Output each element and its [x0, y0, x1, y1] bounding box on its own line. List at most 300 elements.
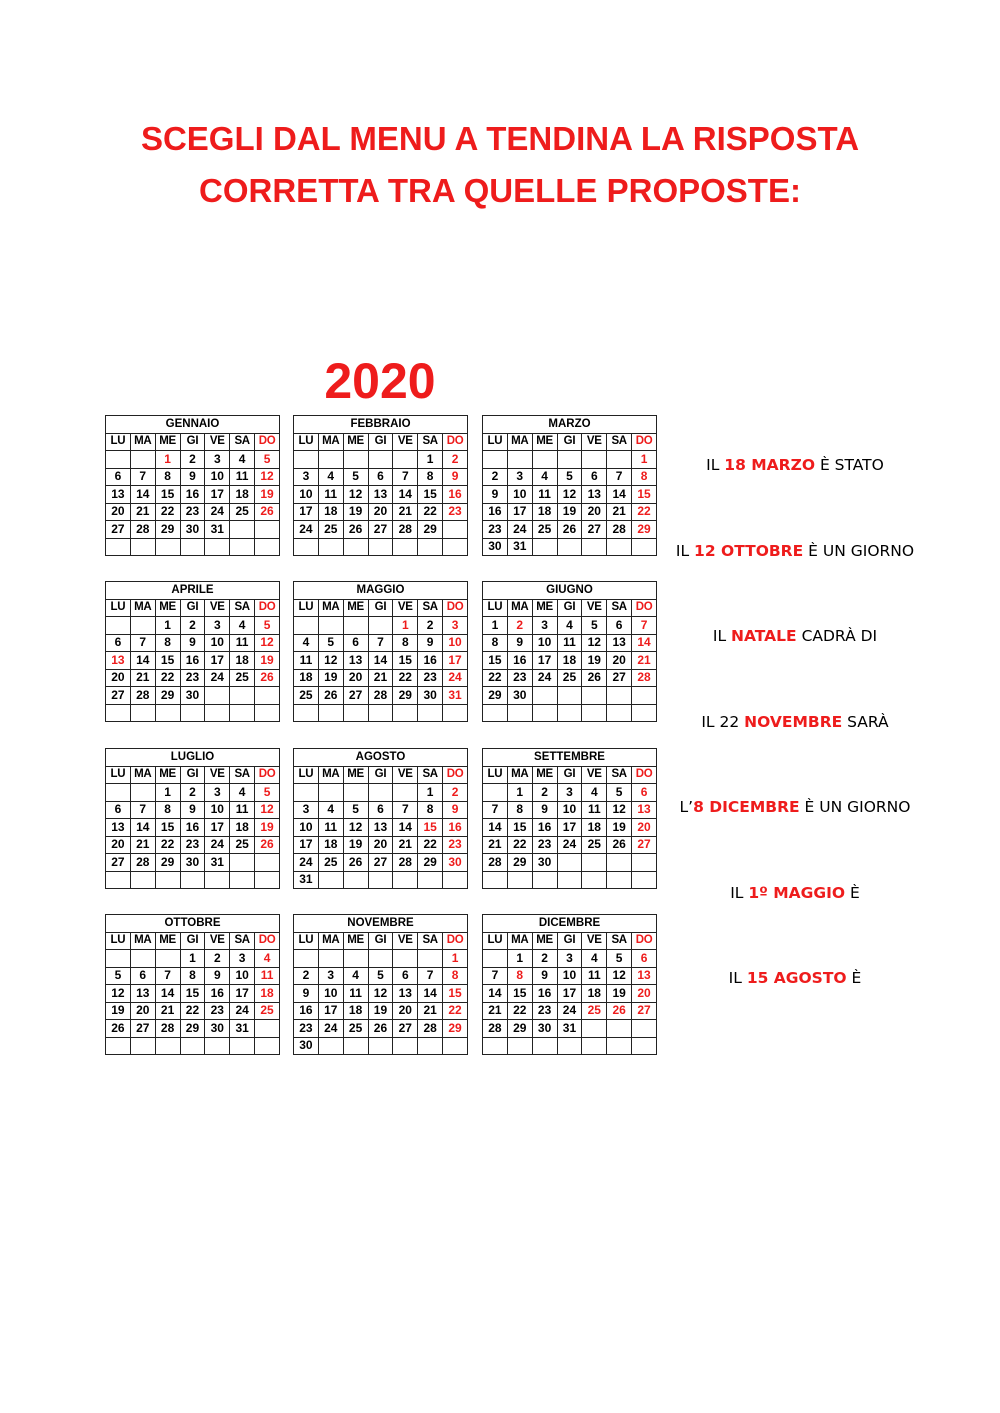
day-cell: 6 — [130, 967, 155, 985]
day-cell: 17 — [507, 503, 532, 521]
week-row — [294, 468, 468, 486]
weekday-row — [294, 599, 468, 617]
day-cell: 25 — [582, 1002, 607, 1020]
day-cell: 31 — [205, 521, 230, 539]
month-header-row — [106, 416, 280, 434]
month-calendar-maggio — [293, 581, 468, 722]
day-cell: 17 — [294, 836, 319, 854]
week-row — [483, 967, 657, 985]
month-calendar-marzo — [482, 415, 657, 556]
question-prefix: IL — [712, 627, 732, 645]
empty-day-cell — [230, 521, 255, 539]
week-row — [483, 871, 657, 889]
day-cell: 9 — [418, 634, 443, 652]
day-cell: 4 — [230, 451, 255, 469]
week-row — [294, 819, 468, 837]
day-cell: 3 — [557, 784, 582, 802]
week-row — [483, 617, 657, 635]
day-cell: 28 — [393, 854, 418, 872]
day-cell: 29 — [155, 687, 180, 705]
empty-day-cell — [443, 521, 468, 539]
day-cell: 19 — [318, 669, 343, 687]
day-cell: 23 — [443, 503, 468, 521]
weekday-label: ME — [343, 932, 368, 950]
day-cell: 10 — [205, 634, 230, 652]
day-cell: 31 — [205, 854, 230, 872]
weekday-label: SA — [418, 599, 443, 617]
question-6 — [665, 883, 925, 903]
day-cell: 7 — [155, 967, 180, 985]
day-cell: 1 — [418, 451, 443, 469]
day-cell: 25 — [343, 1020, 368, 1038]
month-calendar-giugno — [482, 581, 657, 722]
week-row — [483, 503, 657, 521]
day-cell: 9 — [483, 486, 508, 504]
empty-day-cell — [607, 854, 632, 872]
empty-day-cell — [155, 1037, 180, 1055]
empty-day-cell — [318, 871, 343, 889]
day-cell: 30 — [507, 687, 532, 705]
question-1 — [665, 455, 925, 475]
day-cell: 12 — [343, 819, 368, 837]
day-cell: 5 — [607, 784, 632, 802]
day-cell: 18 — [532, 503, 557, 521]
empty-day-cell — [557, 1037, 582, 1055]
day-cell: 13 — [130, 985, 155, 1003]
day-cell: 13 — [106, 652, 131, 670]
day-cell: 20 — [632, 819, 657, 837]
week-row — [294, 669, 468, 687]
day-cell: 4 — [532, 468, 557, 486]
empty-day-cell — [532, 871, 557, 889]
day-cell: 5 — [343, 801, 368, 819]
empty-day-cell — [483, 950, 508, 968]
day-cell: 22 — [155, 669, 180, 687]
day-cell: 8 — [393, 634, 418, 652]
day-cell: 10 — [507, 486, 532, 504]
empty-day-cell — [343, 451, 368, 469]
week-row — [106, 687, 280, 705]
day-cell: 8 — [507, 801, 532, 819]
weekday-label: SA — [418, 433, 443, 451]
day-cell: 21 — [130, 503, 155, 521]
day-cell: 11 — [557, 634, 582, 652]
weekday-label: DO — [255, 599, 280, 617]
empty-day-cell — [255, 687, 280, 705]
day-cell: 8 — [483, 634, 508, 652]
day-cell: 7 — [393, 468, 418, 486]
weekday-label: ME — [532, 932, 557, 950]
day-cell: 5 — [607, 950, 632, 968]
day-cell: 16 — [483, 503, 508, 521]
week-row — [483, 950, 657, 968]
day-cell: 7 — [632, 617, 657, 635]
month-header-row — [483, 915, 657, 933]
empty-day-cell — [393, 704, 418, 722]
day-cell: 29 — [507, 1020, 532, 1038]
day-cell: 26 — [255, 836, 280, 854]
weekday-label: LU — [106, 433, 131, 451]
empty-day-cell — [393, 950, 418, 968]
empty-day-cell — [557, 538, 582, 556]
weekday-label: ME — [155, 766, 180, 784]
day-cell: 18 — [294, 669, 319, 687]
day-cell: 22 — [155, 836, 180, 854]
weekday-label: ME — [343, 433, 368, 451]
day-cell: 1 — [155, 784, 180, 802]
empty-day-cell — [393, 871, 418, 889]
day-cell: 7 — [130, 634, 155, 652]
weekday-label: SA — [418, 766, 443, 784]
day-cell: 23 — [532, 836, 557, 854]
day-cell: 22 — [418, 836, 443, 854]
question-suffix: CADRÀ DI — [796, 627, 878, 645]
day-cell: 10 — [205, 801, 230, 819]
weekday-label: GI — [557, 599, 582, 617]
empty-day-cell — [130, 617, 155, 635]
day-cell: 19 — [255, 819, 280, 837]
day-cell: 29 — [483, 687, 508, 705]
empty-day-cell — [368, 704, 393, 722]
day-cell: 1 — [393, 617, 418, 635]
day-cell: 16 — [418, 652, 443, 670]
week-row — [106, 819, 280, 837]
weekday-label: MA — [318, 932, 343, 950]
week-row — [483, 451, 657, 469]
empty-day-cell — [532, 687, 557, 705]
empty-day-cell — [255, 704, 280, 722]
empty-day-cell — [318, 1037, 343, 1055]
day-cell: 27 — [393, 1020, 418, 1038]
day-cell: 25 — [318, 521, 343, 539]
day-cell: 27 — [632, 1002, 657, 1020]
empty-day-cell — [318, 617, 343, 635]
empty-day-cell — [418, 950, 443, 968]
empty-day-cell — [368, 784, 393, 802]
day-cell: 2 — [532, 950, 557, 968]
week-row — [294, 801, 468, 819]
week-row — [483, 836, 657, 854]
week-row — [483, 652, 657, 670]
day-cell: 16 — [443, 486, 468, 504]
day-cell: 29 — [155, 521, 180, 539]
day-cell: 15 — [155, 819, 180, 837]
day-cell: 26 — [343, 521, 368, 539]
day-cell: 25 — [557, 669, 582, 687]
day-cell: 12 — [255, 801, 280, 819]
weekday-label: VE — [205, 932, 230, 950]
day-cell: 14 — [393, 486, 418, 504]
day-cell: 25 — [255, 1002, 280, 1020]
day-cell: 5 — [255, 617, 280, 635]
day-cell: 7 — [483, 967, 508, 985]
day-cell: 14 — [418, 985, 443, 1003]
day-cell: 13 — [607, 634, 632, 652]
weekday-label: SA — [230, 932, 255, 950]
week-row — [294, 854, 468, 872]
empty-day-cell — [205, 871, 230, 889]
day-cell: 11 — [318, 486, 343, 504]
day-cell: 4 — [255, 950, 280, 968]
empty-day-cell — [294, 451, 319, 469]
weekday-label: SA — [230, 766, 255, 784]
weekday-label: ME — [532, 599, 557, 617]
day-cell: 16 — [180, 486, 205, 504]
month-header-row — [294, 749, 468, 767]
day-cell: 23 — [443, 836, 468, 854]
day-cell: 7 — [130, 468, 155, 486]
weekday-label: VE — [582, 932, 607, 950]
day-cell: 30 — [418, 687, 443, 705]
day-cell: 4 — [230, 784, 255, 802]
weekday-label: GI — [368, 766, 393, 784]
empty-day-cell — [443, 871, 468, 889]
empty-day-cell — [230, 854, 255, 872]
day-cell: 19 — [557, 503, 582, 521]
empty-day-cell — [106, 871, 131, 889]
question-suffix: È — [845, 884, 860, 902]
day-cell: 27 — [607, 669, 632, 687]
day-cell: 17 — [205, 486, 230, 504]
question-highlight: NOVEMBRE — [744, 713, 843, 731]
day-cell: 3 — [507, 468, 532, 486]
day-cell: 27 — [106, 854, 131, 872]
weekday-label: VE — [393, 433, 418, 451]
day-cell: 10 — [557, 801, 582, 819]
day-cell: 5 — [318, 634, 343, 652]
day-cell: 23 — [180, 669, 205, 687]
week-row — [483, 468, 657, 486]
day-cell: 19 — [343, 503, 368, 521]
empty-day-cell — [205, 704, 230, 722]
day-cell: 15 — [393, 652, 418, 670]
empty-day-cell — [318, 451, 343, 469]
question-suffix: SARÀ — [842, 713, 889, 731]
empty-day-cell — [632, 704, 657, 722]
day-cell: 23 — [205, 1002, 230, 1020]
week-row — [483, 669, 657, 687]
day-cell: 11 — [294, 652, 319, 670]
day-cell: 24 — [557, 1002, 582, 1020]
day-cell: 5 — [106, 967, 131, 985]
empty-day-cell — [532, 704, 557, 722]
month-calendar-settembre — [482, 748, 657, 889]
empty-day-cell — [255, 854, 280, 872]
day-cell: 6 — [632, 950, 657, 968]
day-cell: 4 — [318, 468, 343, 486]
day-cell: 16 — [507, 652, 532, 670]
day-cell: 30 — [180, 854, 205, 872]
day-cell: 1 — [483, 617, 508, 635]
empty-day-cell — [106, 617, 131, 635]
weekday-label: LU — [106, 766, 131, 784]
month-calendar-ottobre — [105, 914, 280, 1055]
empty-day-cell — [318, 784, 343, 802]
empty-day-cell — [130, 704, 155, 722]
weekday-label: LU — [294, 599, 319, 617]
day-cell: 21 — [418, 1002, 443, 1020]
day-cell: 20 — [368, 503, 393, 521]
empty-day-cell — [582, 451, 607, 469]
day-cell: 24 — [318, 1020, 343, 1038]
empty-day-cell — [632, 538, 657, 556]
day-cell: 27 — [343, 687, 368, 705]
day-cell: 30 — [180, 521, 205, 539]
month-header-row — [106, 749, 280, 767]
weekday-label: DO — [443, 932, 468, 950]
day-cell: 9 — [180, 634, 205, 652]
day-cell: 5 — [343, 468, 368, 486]
week-row — [106, 871, 280, 889]
month-header-row — [106, 915, 280, 933]
question-prefix: IL — [730, 884, 749, 902]
day-cell: 9 — [180, 468, 205, 486]
question-4 — [665, 712, 925, 732]
day-cell: 28 — [607, 521, 632, 539]
empty-day-cell — [582, 1020, 607, 1038]
weekday-label: SA — [607, 599, 632, 617]
day-cell: 15 — [443, 985, 468, 1003]
day-cell: 8 — [632, 468, 657, 486]
weekday-label: DO — [255, 766, 280, 784]
weekday-label: SA — [607, 932, 632, 950]
day-cell: 18 — [557, 652, 582, 670]
week-row — [294, 486, 468, 504]
day-cell: 19 — [582, 652, 607, 670]
day-cell: 13 — [393, 985, 418, 1003]
day-cell: 11 — [343, 985, 368, 1003]
day-cell: 21 — [155, 1002, 180, 1020]
day-cell: 9 — [532, 801, 557, 819]
day-cell: 16 — [532, 985, 557, 1003]
day-cell: 15 — [632, 486, 657, 504]
week-row — [483, 687, 657, 705]
question-prefix: L’ — [679, 798, 694, 816]
weekday-label: MA — [318, 433, 343, 451]
week-row — [106, 617, 280, 635]
empty-day-cell — [607, 1037, 632, 1055]
weekday-label: VE — [582, 766, 607, 784]
day-cell: 20 — [393, 1002, 418, 1020]
month-name: AGOSTO — [294, 749, 468, 767]
day-cell: 3 — [230, 950, 255, 968]
empty-day-cell — [557, 854, 582, 872]
weekday-label: SA — [230, 599, 255, 617]
week-row — [294, 634, 468, 652]
empty-day-cell — [557, 451, 582, 469]
empty-day-cell — [294, 617, 319, 635]
week-row — [483, 801, 657, 819]
empty-day-cell — [106, 1037, 131, 1055]
day-cell: 23 — [418, 669, 443, 687]
day-cell: 28 — [483, 854, 508, 872]
weekday-label: LU — [483, 932, 508, 950]
day-cell: 13 — [343, 652, 368, 670]
day-cell: 22 — [180, 1002, 205, 1020]
empty-day-cell — [418, 1037, 443, 1055]
day-cell: 24 — [205, 836, 230, 854]
weekday-label: SA — [607, 766, 632, 784]
day-cell: 28 — [393, 521, 418, 539]
empty-day-cell — [205, 687, 230, 705]
day-cell: 19 — [607, 819, 632, 837]
day-cell: 17 — [205, 819, 230, 837]
weekday-label: GI — [557, 433, 582, 451]
weekday-label: VE — [582, 599, 607, 617]
day-cell: 28 — [418, 1020, 443, 1038]
weekday-label: LU — [106, 932, 131, 950]
day-cell: 25 — [582, 836, 607, 854]
question-highlight: 1º MAGGIO — [748, 884, 846, 902]
day-cell: 17 — [294, 503, 319, 521]
weekday-label: VE — [205, 599, 230, 617]
month-calendar-dicembre — [482, 914, 657, 1055]
weekday-label: SA — [418, 932, 443, 950]
weekday-label: MA — [507, 433, 532, 451]
day-cell: 7 — [130, 801, 155, 819]
day-cell: 12 — [106, 985, 131, 1003]
week-row — [106, 486, 280, 504]
day-cell: 24 — [507, 521, 532, 539]
empty-day-cell — [632, 1020, 657, 1038]
day-cell: 29 — [632, 521, 657, 539]
weekday-label: LU — [106, 599, 131, 617]
weekday-label: MA — [130, 766, 155, 784]
day-cell: 1 — [507, 784, 532, 802]
day-cell: 7 — [607, 468, 632, 486]
day-cell: 14 — [130, 652, 155, 670]
day-cell: 8 — [155, 468, 180, 486]
empty-day-cell — [607, 704, 632, 722]
weekday-row — [483, 766, 657, 784]
day-cell: 18 — [318, 836, 343, 854]
empty-day-cell — [106, 784, 131, 802]
empty-day-cell — [393, 451, 418, 469]
day-cell: 16 — [443, 819, 468, 837]
empty-day-cell — [255, 1020, 280, 1038]
day-cell: 21 — [368, 669, 393, 687]
weekday-label: DO — [255, 433, 280, 451]
day-cell: 7 — [368, 634, 393, 652]
weekday-label: VE — [205, 433, 230, 451]
week-row — [294, 687, 468, 705]
weekday-label: ME — [155, 599, 180, 617]
day-cell: 20 — [343, 669, 368, 687]
week-row — [483, 819, 657, 837]
day-cell: 16 — [532, 819, 557, 837]
weekday-label: DO — [443, 766, 468, 784]
day-cell: 15 — [507, 819, 532, 837]
question-highlight: 8 DICEMBRE — [693, 798, 800, 816]
empty-day-cell — [343, 950, 368, 968]
day-cell: 17 — [443, 652, 468, 670]
weekday-label: MA — [507, 932, 532, 950]
day-cell: 27 — [106, 687, 131, 705]
empty-day-cell — [155, 950, 180, 968]
weekday-label: DO — [632, 766, 657, 784]
empty-day-cell — [532, 1037, 557, 1055]
day-cell: 30 — [443, 854, 468, 872]
weekday-row — [483, 599, 657, 617]
weekday-label: DO — [632, 932, 657, 950]
month-calendar-novembre — [293, 914, 468, 1055]
empty-day-cell — [557, 871, 582, 889]
day-cell: 20 — [607, 652, 632, 670]
empty-day-cell — [418, 871, 443, 889]
empty-day-cell — [532, 451, 557, 469]
day-cell: 6 — [393, 967, 418, 985]
day-cell: 23 — [180, 503, 205, 521]
